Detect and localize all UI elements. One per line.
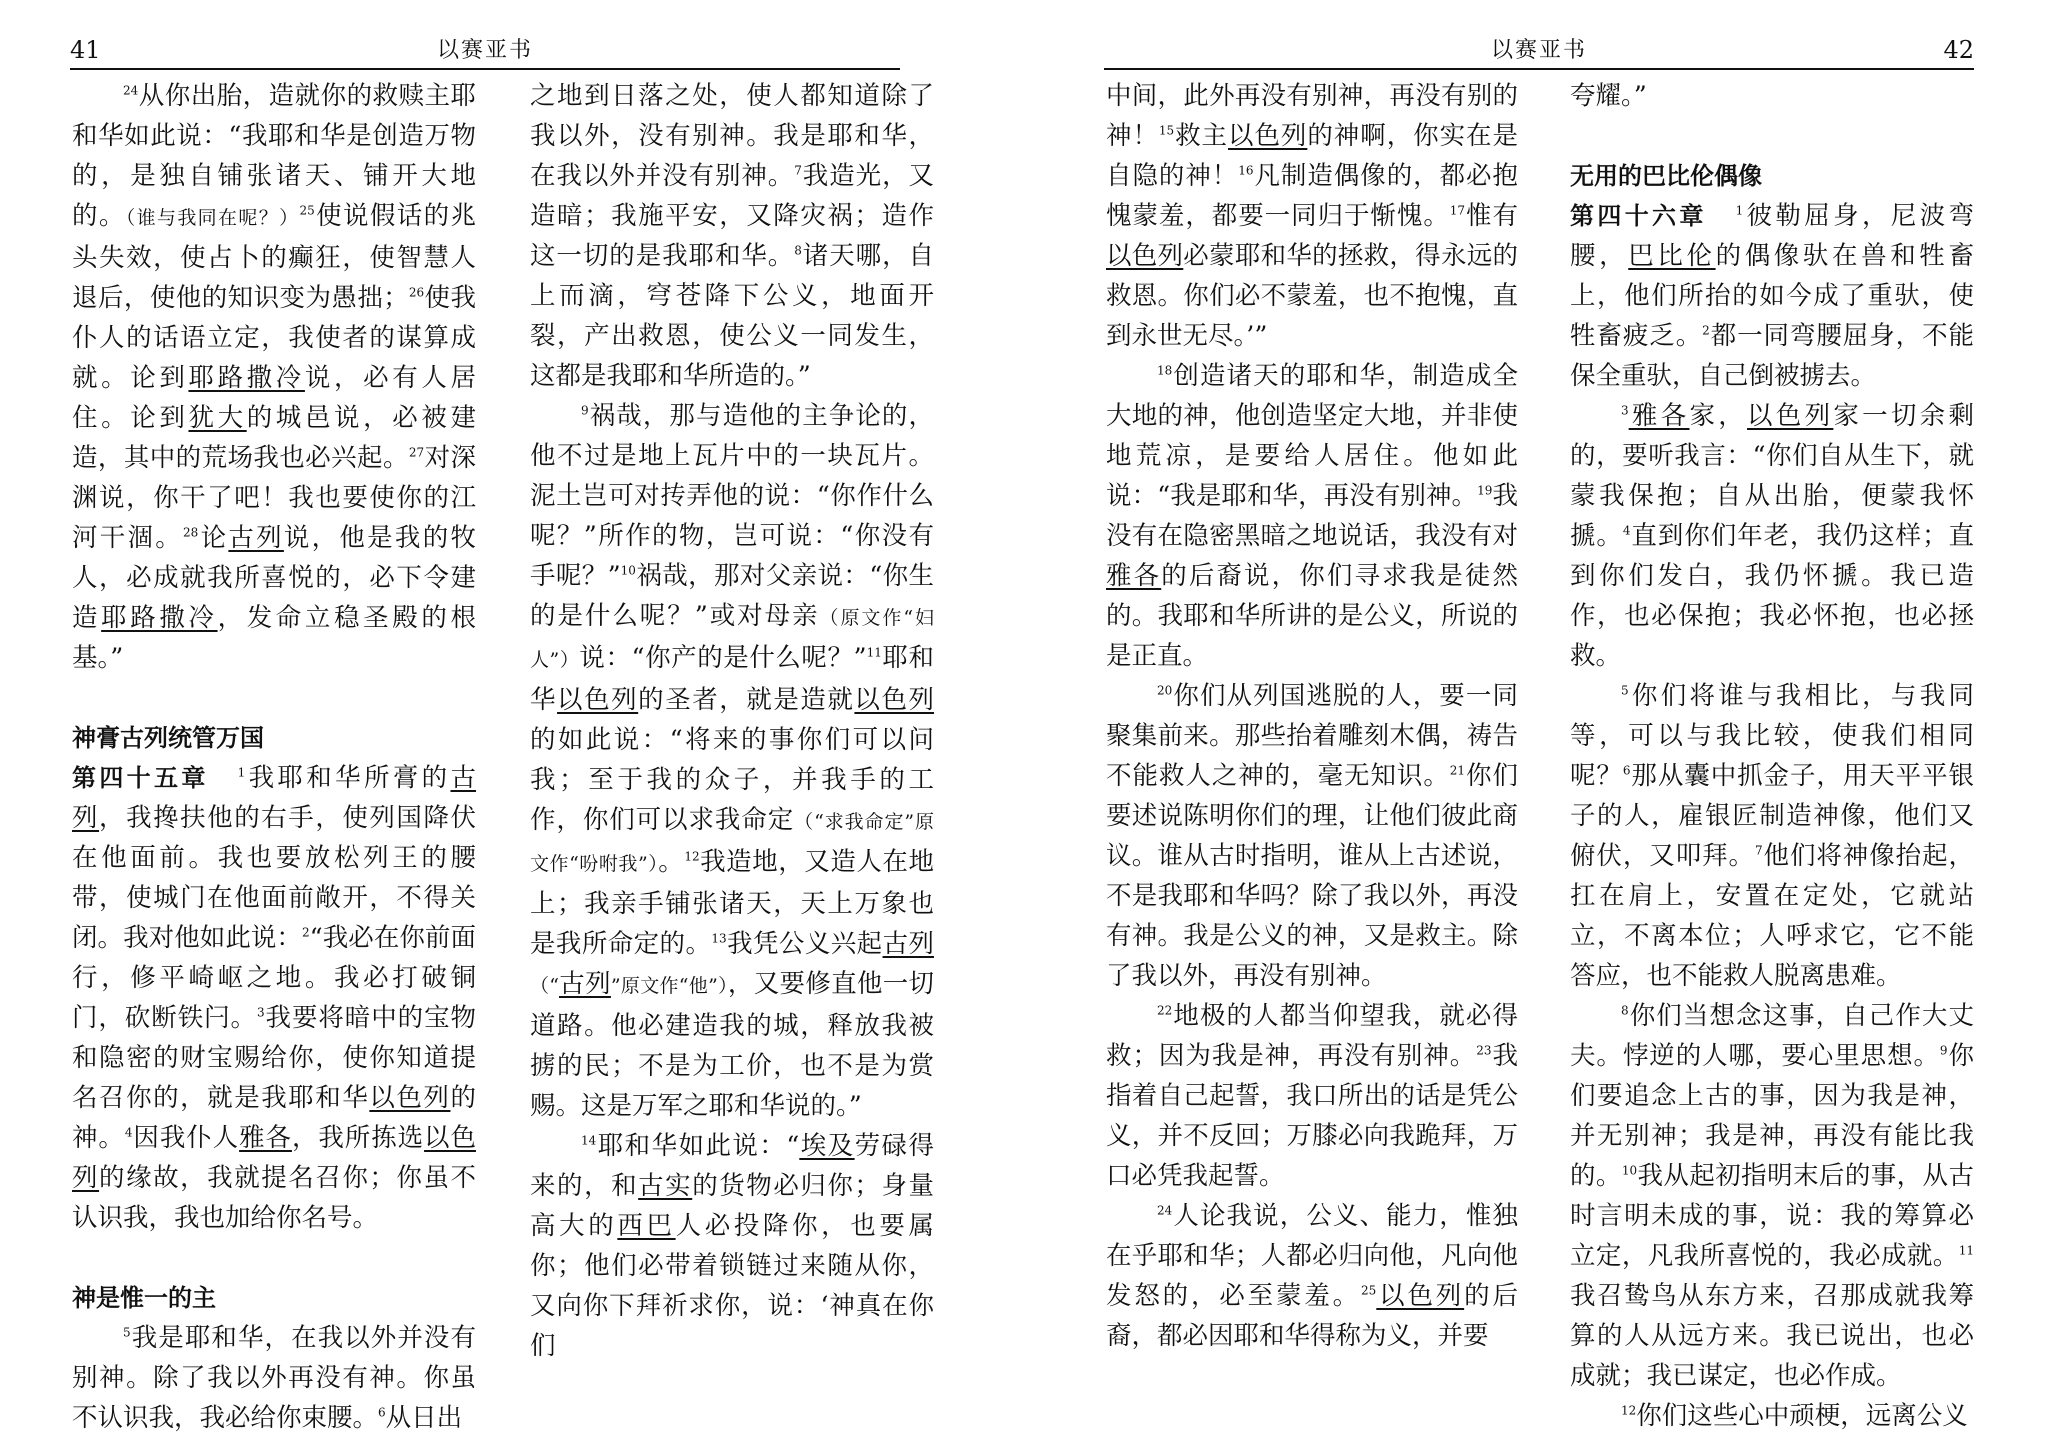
verse-text: 救主 (1174, 121, 1229, 151)
verse-text: 都一同弯腰屈身，不能保全重驮，自己倒被掳去。 (1570, 321, 1974, 391)
verse-paragraph (72, 1318, 476, 1438)
verse-text: 我没有在隐密黑暗之地说话，我没有对 (1106, 481, 1518, 551)
verse-text: 的后裔说，你们寻求我是徒然的。我耶和华所讲的是公义，所说的是正直。 (1106, 561, 1518, 671)
verse-text: 从你出胎，造就你的救赎主耶和华如此说：“我耶和华是创造万物的，是独自铺张诸天、铺开大地的。 (72, 81, 476, 231)
running-title: 以赛亚书 (436, 38, 533, 63)
proper-name: 以色列 (72, 1123, 476, 1193)
verse-paragraph (1106, 356, 1518, 676)
verse-number: 25 (299, 203, 315, 218)
verse-number: 28 (183, 525, 199, 540)
right-page (1024, 0, 2048, 1447)
verse-number: 25 (1361, 1283, 1377, 1298)
verse-text: 耶和华 (530, 643, 934, 715)
verse-number: 16 (1238, 163, 1254, 178)
proper-name: 古列 (228, 523, 284, 553)
verse-paragraph (1106, 676, 1518, 996)
verse-number: 22 (1157, 1003, 1173, 1018)
verse-text: 你们要追念上古的事，因为我是神，并无别神；我是神，再没有能比我的。 (1570, 1041, 1974, 1191)
verse-text: 从日出 (385, 1403, 463, 1433)
verse-number: 8 (1621, 1003, 1629, 1018)
verse-text: 说，必有人居住。论到 (72, 363, 476, 433)
verse-text: 我造光，又造暗；我施平安，又降灾祸；造作这一切的是我耶和华。 (530, 161, 934, 271)
verse-number: 6 (378, 1405, 386, 1420)
proper-name: 耶路撒冷 (188, 363, 305, 393)
verse-text: 说，他是我的牧人，必成就我所喜悦的，必下令建造 (72, 523, 476, 633)
verse-paragraph (1570, 76, 1974, 116)
verse-text: 的货物必归你；身量高大的 (530, 1171, 934, 1241)
verse-text: 。 (658, 847, 685, 877)
verse-text: 的圣者，就是造就 (638, 685, 855, 715)
section-gap (1570, 116, 1974, 156)
verse-text: 人必投降你，也要属你；他们必带着锁链过来随从你，又向你下拜祈求你，说：‘神真在你们 (530, 1211, 934, 1361)
verse-number: 20 (1157, 683, 1173, 698)
verse-text: 使我仆人的话语立定，我使者的谋算成就。论到 (72, 283, 476, 393)
section-gap (72, 678, 476, 718)
verse-number: 4 (124, 1125, 133, 1140)
translator-note: （“求我命定”原文作“吩咐我”） (530, 811, 934, 875)
proper-name: 以色列 (1228, 121, 1308, 151)
verse-text: 之地到日落之处，使人都知道除了我以外，没有别神。我是耶和华，在我以外并没有别神。 (530, 81, 934, 191)
verse-text: 我是耶和华，在我以外并没有别神。除了我以外再没有神。你虽不认识我，我必给你束腰。 (72, 1323, 476, 1433)
verse-number: 11 (866, 645, 882, 660)
proper-name: 以色列 (1106, 241, 1184, 271)
verse-paragraph (1570, 396, 1974, 676)
verse-text: 劳碌得来的，和 (530, 1131, 934, 1201)
verse-text: 我凭公义兴起 (726, 929, 883, 959)
verse-number: 3 (1621, 403, 1629, 418)
verse-paragraph (530, 76, 934, 396)
verse-text: 你们这些心中顽梗，远离公义 (1636, 1401, 1968, 1431)
section-gap (72, 1238, 476, 1278)
verse-text: 祸哉，那对父亲说：“你生的是什么呢？”或对母亲 (530, 561, 934, 631)
verse-text: “我必在你前面行，修平崎岖之地。我必打破铜门，砍断铁闩。 (72, 923, 476, 1033)
verse-text: 你们将谁与我相比，与我同等，可以与我比较，使我们相同呢？ (1570, 681, 1974, 791)
verse-number: 2 (301, 925, 310, 940)
translator-note: （谁与我同在呢？） (125, 207, 300, 229)
verse-text (1707, 201, 1736, 231)
verse-number: 3 (256, 1005, 265, 1020)
running-title: 以赛亚书 (1490, 38, 1587, 63)
section-heading: 无用的巴比伦偶像 (1570, 162, 1762, 190)
translator-note: ”原文作“他”） (610, 975, 728, 997)
verse-text: 彼勒屈身，尼波弯腰， (1570, 201, 1974, 271)
verse-number: 10 (620, 563, 636, 578)
verse-text: 的如此说：“将来的事你们可以问我；至于我的众子，并我手的工作，你们可以求我命定 (530, 725, 934, 835)
verse-paragraph (1570, 196, 1974, 396)
verse-paragraph (530, 396, 934, 1126)
verse-text: 论 (198, 523, 229, 553)
page-number: 41 (70, 36, 101, 64)
verse-number: 9 (581, 403, 589, 418)
translator-note: （“ (530, 975, 560, 997)
text-column (1106, 76, 1518, 1356)
verse-paragraph (1106, 1196, 1518, 1356)
verse-text: 使说假话的兆头失效，使占卜的癫狂，使智慧人退后，使他的知识变为愚拙； (72, 201, 476, 313)
verse-text: 家， (1689, 401, 1748, 431)
chapter-label: 第四十六章 (1570, 202, 1707, 230)
verse-text: 必蒙耶和华的拯救，得永远的救恩。你们必不蒙羞，也不抱愧，直到永世无尽。’” (1106, 241, 1518, 351)
verse-paragraph (1106, 76, 1518, 356)
verse-text: 他们将神像抬起，扛在肩上，安置在定处，它就站立，不离本位；人呼求它，它不能答应，也不能救人脱离患难。 (1570, 841, 1974, 991)
verse-number: 13 (711, 931, 727, 946)
verse-text: 的神啊，你实在是自隐的神！ (1106, 121, 1518, 191)
verse-text: 的后裔，都必因耶和华得称为义，并要 (1106, 1281, 1518, 1351)
verse-number: 14 (581, 1133, 597, 1148)
verse-paragraph (72, 758, 476, 1238)
verse-number: 5 (1621, 683, 1629, 698)
proper-name: 以色列 (1376, 1281, 1465, 1311)
chapter-label: 第四十五章 (72, 764, 209, 792)
text-column (530, 76, 934, 1366)
verse-number: 24 (123, 83, 139, 98)
verse-number: 8 (794, 243, 802, 258)
verse-text: 的城邑说，必被建造，其中的荒场我也必兴起。 (72, 403, 476, 473)
verse-number: 24 (1157, 1203, 1173, 1218)
text-column (72, 76, 476, 1438)
verse-text: 我召鸷鸟从东方来，召那成就我筹算的人从远方来。我已说出，也必成就；我已谋定，也必作成。 (1570, 1281, 1974, 1391)
verse-text: ，又要修直他一切道路。他必建造我的城，释放我被掳的民；不是为工价，也不是为赏赐。这是万军之耶和华说的。” (530, 969, 934, 1121)
verse-text: 祸哉，那与造他的主争论的，他不过是地上瓦片中的一块瓦片。泥土岂可对抟弄他的说：“你作什么呢？”所作的物，岂可说：“你没有手呢？” (530, 401, 934, 591)
verse-number: 5 (123, 1325, 131, 1340)
verse-number: 10 (1621, 1163, 1638, 1178)
verse-text: 说：“你产的是什么呢？” (579, 643, 867, 673)
proper-name: 犹大 (188, 403, 247, 433)
verse-paragraph (1106, 996, 1518, 1196)
proper-name: 古列 (72, 763, 476, 833)
verse-text (209, 763, 238, 793)
verse-text: 你们从列国逃脱的人，要一同聚集前来。那些抬着雕刻木偶，祷告不能救人之神的，毫无知识。 (1106, 681, 1518, 791)
verse-number: 19 (1477, 483, 1493, 498)
verse-text: 我从起初指明末后的事，从古时言明未成的事，说：我的筹算必立定，凡我所喜悦的，我必成就。 (1570, 1161, 1974, 1271)
verse-number: 12 (684, 849, 700, 864)
verse-text: 耶和华如此说：“ (596, 1131, 800, 1161)
verse-number: 18 (1157, 363, 1173, 378)
verse-text: 那从囊中抓金子，用天平平银子的人，雇银匠制造神像，他们又俯伏，又叩拜。 (1570, 761, 1974, 871)
proper-name: 雅各 (1106, 561, 1162, 591)
verse-text: ，我所拣选 (291, 1123, 425, 1153)
left-page-header (70, 34, 900, 70)
translator-note: （原文作“妇人”） (530, 607, 934, 671)
verse-paragraph (72, 76, 476, 678)
verse-text: ，我搀扶他的右手，使列国降伏在他面前。我也要放松列王的腰带，使城门在他面前敞开，不得关闭。我对他如此说： (72, 803, 476, 953)
verse-text: 创造诸天的耶和华，制造成全大地的神，他创造坚定大地，并非使地荒凉，是要给人居住。他如此说：“我是耶和华，再没有别神。 (1106, 361, 1518, 511)
verse-text: 对深渊说，你干了吧！我也要使你的江河干涸。 (72, 443, 476, 553)
verse-text: 你们当想念这事，自己作大丈夫。悖逆的人哪，要心里思想。 (1570, 1001, 1974, 1071)
verse-number: 9 (1939, 1043, 1948, 1058)
proper-name: 古列 (559, 969, 611, 999)
verse-paragraph (530, 1126, 934, 1366)
proper-name: 古列 (882, 929, 934, 959)
verse-text: 你们要述说陈明你们的理，让他们彼此商议。谁从古时指明，谁从上古述说，不是我耶和华吗？除了我以外，再没有神。我是公义的神，又是救主。除了我以外，再没有别神。 (1106, 761, 1518, 991)
verse-number: 12 (1621, 1403, 1637, 1418)
verse-text: 惟有 (1465, 201, 1518, 231)
verse-number: 23 (1476, 1043, 1492, 1058)
verse-text: ，发命立稳圣殿的根基。” (72, 603, 476, 673)
verse-paragraph (1570, 676, 1974, 996)
text-column (1570, 76, 1974, 1436)
proper-name: 以色列 (369, 1083, 451, 1113)
verse-number: 1 (1735, 203, 1744, 218)
verse-number: 26 (408, 285, 425, 300)
verse-number: 4 (1622, 523, 1631, 538)
verse-number: 7 (1754, 843, 1763, 858)
section-heading: 神是惟一的主 (72, 1284, 216, 1312)
proper-name: 雅各 (1628, 401, 1690, 431)
verse-number: 2 (1702, 323, 1710, 338)
verse-text: 我耶和华所膏的 (245, 763, 451, 793)
proper-name: 以色列 (1747, 401, 1834, 431)
page-number: 42 (1943, 36, 1974, 64)
verse-text: 诸天哪，自上而滴，穹苍降下公义，地面开裂，产出救恩，使公义一同发生，这都是我耶和华所造的。” (530, 241, 934, 391)
verse-text: 凡制造偶像的，都必抱愧蒙羞，都要一同归于惭愧。 (1106, 161, 1518, 231)
verse-text: 家一切余剩的，要听我言：“你们自从生下，就蒙我保抱；自从出胎，便蒙我怀搋。 (1570, 401, 1974, 551)
proper-name: 以色列 (854, 685, 934, 715)
verse-number: 21 (1449, 763, 1466, 778)
verse-text: 中间，此外再没有别神，再没有别的神！ (1106, 81, 1518, 151)
verse-paragraph (1570, 1396, 1974, 1436)
verse-text: 的偶像驮在兽和牲畜上，他们所抬的如今成了重驮，使牲畜疲乏。 (1570, 241, 1974, 351)
verse-number: 1 (237, 765, 246, 780)
proper-name: 以色列 (557, 685, 639, 715)
verse-number: 15 (1158, 123, 1175, 138)
proper-name: 雅各 (239, 1123, 292, 1153)
right-page-header (1104, 34, 1974, 70)
verse-text: 直到你们年老，我仍这样；直到你们发白，我仍怀搋。我已造作，也必保抱；我必怀抱，也必拯救。 (1570, 521, 1974, 671)
verse-text: 的缘故，我就提名召你；你虽不认识我，我也加给你名号。 (72, 1163, 476, 1233)
verse-text: 我造地，又造人在地上；我亲手铺张诸天，天上万象也是我所命定的。 (530, 847, 934, 959)
proper-name: 巴比伦 (1628, 241, 1716, 271)
proper-name: 耶路撒冷 (101, 603, 218, 633)
verse-number: 11 (1958, 1243, 1974, 1258)
verse-text: 我要将暗中的宝物和隐密的财宝赐给你，使你知道提名召你的，就是我耶和华 (72, 1003, 476, 1113)
verse-number: 6 (1622, 763, 1631, 778)
proper-name: 埃及 (799, 1131, 855, 1161)
verse-number: 17 (1449, 203, 1466, 218)
verse-text: 地极的人都当仰望我，就必得救；因为我是神，再没有别神。 (1106, 1001, 1518, 1071)
verse-text: 因我仆人 (132, 1123, 240, 1153)
verse-text: 我指着自己起誓，我口所出的话是凭公义，并不反回；万膝必向我跪拜，万口必凭我起誓。 (1106, 1041, 1518, 1191)
verse-number: 7 (794, 163, 802, 178)
verse-text: 的神。 (72, 1083, 476, 1153)
proper-name: 古实 (638, 1171, 693, 1201)
verse-text: 人论我说，公义、能力，惟独在乎耶和华；人都必归向他，凡向他发怒的，必至蒙羞。 (1106, 1201, 1518, 1311)
verse-paragraph (1570, 996, 1974, 1396)
verse-text: 夸耀。” (1570, 81, 1647, 111)
verse-number: 27 (408, 445, 425, 460)
section-heading: 神膏古列统管万国 (72, 724, 264, 752)
proper-name: 西巴 (617, 1211, 676, 1241)
